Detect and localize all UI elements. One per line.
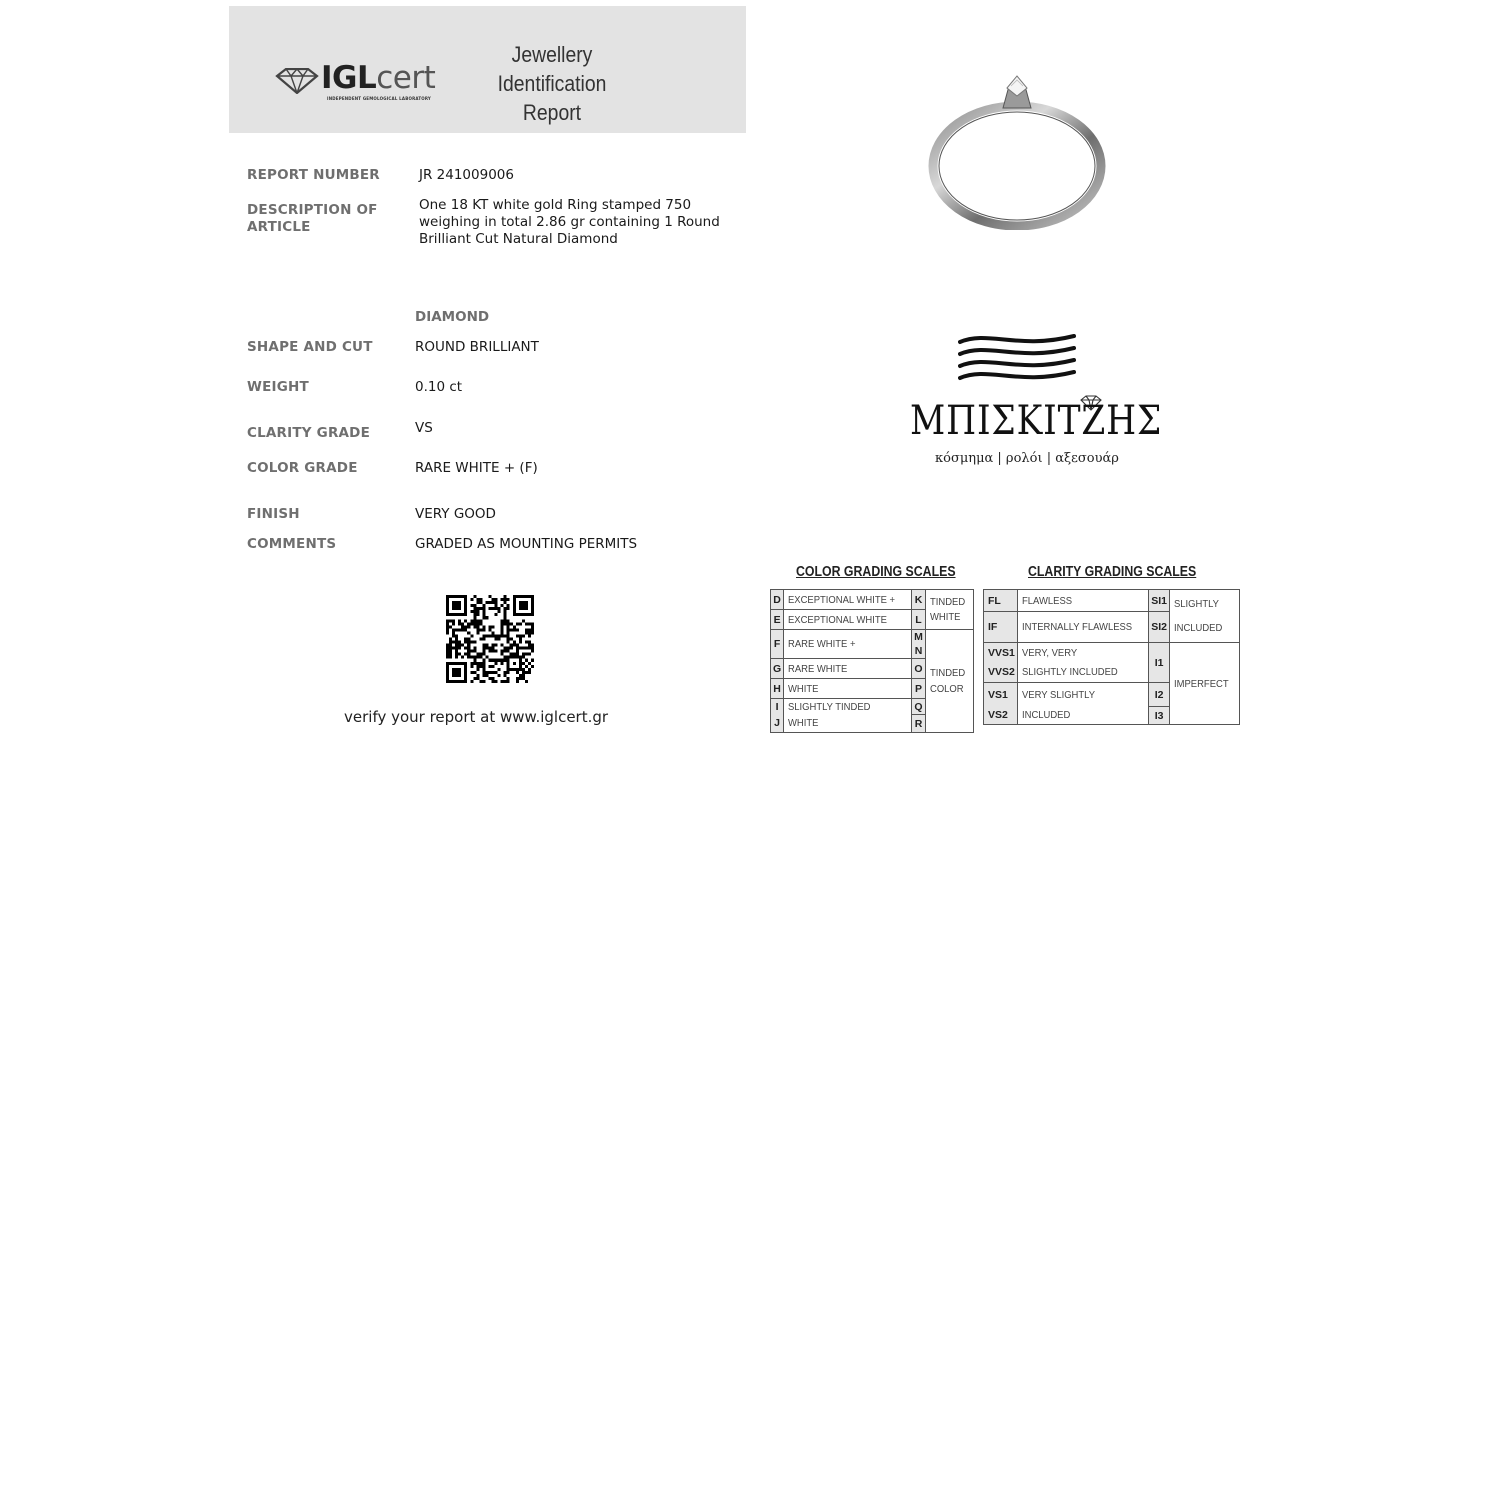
- tinted-white-line: TINDED: [929, 595, 966, 608]
- description-label-line: ARTICLE: [247, 219, 311, 235]
- diamond-logo-icon: [275, 68, 319, 94]
- logo-tagline: INDEPENDENT GEMOLOGICAL LABORATORY: [327, 96, 432, 101]
- report-title-line: Identification: [497, 71, 607, 96]
- clarity-grade: VVS2: [984, 663, 1018, 683]
- color-grade: K: [912, 590, 926, 610]
- clarity-desc: [1017, 663, 1148, 683]
- color-desc-text: EXCEPTIONAL WHITE: [788, 613, 888, 626]
- color-grade: Q: [912, 699, 926, 715]
- clarity-desc: [1017, 612, 1148, 643]
- color-grade: J: [771, 715, 784, 733]
- clarity-desc: [1017, 590, 1148, 612]
- logo-wordmark: [321, 60, 435, 96]
- description-label-line: DESCRIPTION OF: [247, 202, 378, 218]
- color-grade: F: [771, 630, 784, 659]
- clarity-desc-text: VERY SLIGHTLY: [1021, 688, 1095, 701]
- clarity-desc-text: FLAWLESS: [1021, 594, 1072, 607]
- color-grade: H: [771, 679, 784, 699]
- qr-code-icon[interactable]: [446, 595, 534, 683]
- report-title: [495, 40, 609, 127]
- report-header: [229, 6, 746, 133]
- tinted-color-line: COLOR: [929, 683, 964, 695]
- diamond-heading: DIAMOND: [415, 309, 490, 325]
- tinted-color-line: TINDED: [929, 667, 966, 679]
- color-desc: [784, 699, 912, 715]
- color-value: RARE WHITE + (F): [415, 460, 538, 476]
- color-desc-text: WHITE: [788, 717, 819, 730]
- brand-name: ΜΠΙΣΚΙΤΖΗΣ: [910, 398, 1163, 444]
- description-line: weighing in total 2.86 gr containing 1 Round: [419, 214, 720, 230]
- clarity-desc-text: INCLUDED: [1021, 709, 1071, 722]
- imperfect-cell: [1169, 643, 1239, 725]
- verify-text: verify your report at www.iglcert.gr: [344, 708, 609, 726]
- brand-waves-logo: [958, 332, 1078, 382]
- color-desc-text: RARE WHITE: [788, 662, 848, 675]
- shape-value: ROUND BRILLIANT: [415, 339, 539, 355]
- color-desc: [784, 610, 912, 630]
- color-desc: [784, 659, 912, 679]
- imperfect-text: IMPERFECT: [1173, 677, 1229, 690]
- finish-value: VERY GOOD: [415, 506, 496, 522]
- clarity-grade: I2: [1149, 683, 1170, 707]
- clarity-grade: SI1: [1149, 590, 1170, 612]
- color-desc: [784, 590, 912, 610]
- color-scale-title: COLOR GRADING SCALES: [796, 564, 956, 580]
- color-grade: E: [771, 610, 784, 630]
- clarity-label: CLARITY GRADE: [247, 425, 371, 441]
- clarity-desc: [1017, 707, 1148, 725]
- clarity-grade: VVS1: [984, 643, 1018, 663]
- description-label: [247, 202, 378, 236]
- color-grade: G: [771, 659, 784, 679]
- clarity-grade: I1: [1149, 643, 1170, 683]
- color-desc-text: RARE WHITE +: [788, 638, 856, 650]
- report-number-value: JR 241009006: [419, 167, 514, 183]
- clarity-grade: VS2: [984, 707, 1018, 725]
- slightly-included-line: INCLUDED: [1173, 622, 1223, 634]
- description-value: [419, 197, 720, 248]
- clarity-desc: [1017, 683, 1148, 707]
- color-desc-text: EXCEPTIONAL WHITE +: [788, 593, 896, 606]
- color-grade: I: [771, 699, 784, 715]
- color-desc-text: WHITE: [788, 682, 819, 695]
- color-desc: [784, 630, 912, 659]
- ring-photo: [925, 70, 1110, 230]
- tinted-white-cell: [925, 590, 973, 630]
- comments-value: GRADED AS MOUNTING PERMITS: [415, 536, 638, 552]
- color-grade: P: [912, 679, 926, 699]
- color-grade: N: [914, 645, 923, 657]
- color-label: COLOR GRADE: [247, 460, 358, 476]
- iglcert-logo: [275, 60, 455, 106]
- color-desc: [784, 679, 912, 699]
- report-number-label: REPORT NUMBER: [247, 167, 380, 183]
- color-desc-text: SLIGHTLY TINDED: [788, 700, 871, 713]
- clarity-grade: VS1: [984, 683, 1018, 707]
- clarity-desc-text: INTERNALLY FLAWLESS: [1021, 621, 1132, 633]
- clarity-grade: FL: [984, 590, 1018, 612]
- report-title-line: Jewellery: [511, 42, 593, 67]
- clarity-grade: IF: [984, 612, 1018, 643]
- clarity-grade: SI2: [1149, 612, 1170, 643]
- color-grade: L: [912, 610, 926, 630]
- slightly-included-cell: [1169, 590, 1239, 643]
- color-grade: D: [771, 590, 784, 610]
- tinted-color-cell: [925, 630, 973, 733]
- description-line: Brilliant Cut Natural Diamond: [419, 231, 618, 247]
- description-line: One 18 KT white gold Ring stamped 750: [419, 197, 692, 213]
- clarity-grade: I3: [1149, 707, 1170, 725]
- comments-label: COMMENTS: [247, 536, 337, 552]
- color-grade-pair: [912, 630, 926, 659]
- weight-label: WEIGHT: [247, 379, 309, 395]
- logo-main: IGL: [321, 60, 377, 96]
- color-grade: O: [912, 659, 926, 679]
- color-grade: M: [914, 631, 923, 643]
- color-grade: R: [912, 715, 926, 733]
- brand-tagline: κόσμημα | ρολόι | αξεσουάρ: [935, 451, 1119, 466]
- clarity-desc-text: VERY, VERY: [1021, 646, 1078, 659]
- tinted-white-line: WHITE: [929, 610, 961, 623]
- clarity-scale-table: [983, 589, 1240, 725]
- report-title-line: Report: [522, 100, 582, 125]
- clarity-desc-text: SLIGHTLY INCLUDED: [1021, 666, 1118, 679]
- shape-label: SHAPE AND CUT: [247, 339, 373, 355]
- clarity-scale-title: CLARITY GRADING SCALES: [1028, 564, 1197, 580]
- slightly-included-line: SLIGHTLY: [1173, 598, 1219, 610]
- color-scale-table: [770, 589, 974, 733]
- clarity-value: VS: [415, 420, 433, 436]
- logo-light: cert: [376, 60, 436, 96]
- weight-value: 0.10 ct: [415, 379, 463, 395]
- clarity-desc: [1017, 643, 1148, 663]
- finish-label: FINISH: [247, 506, 300, 522]
- color-desc: [784, 715, 912, 733]
